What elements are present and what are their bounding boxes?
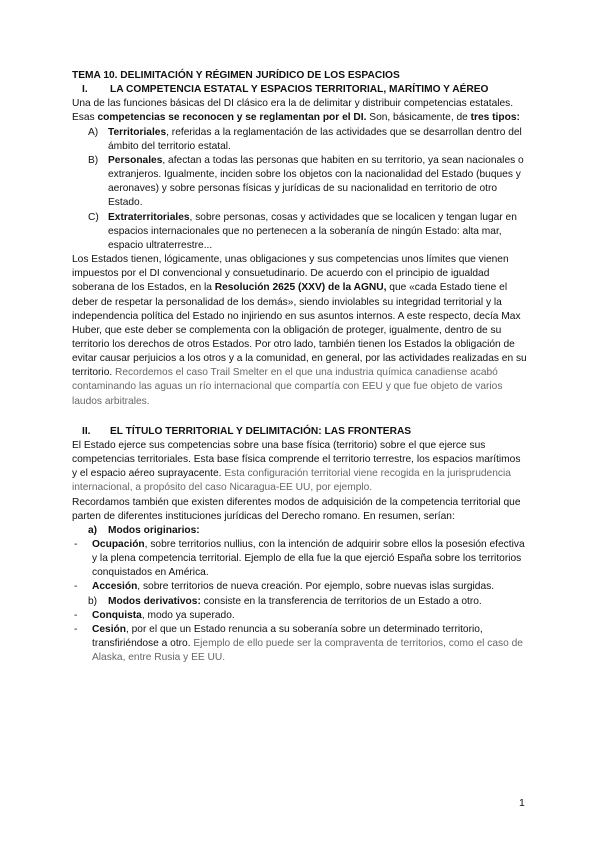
list-item-text [108,211,528,253]
group-b-text [108,595,528,609]
list-marker: - [74,539,78,550]
list-item-body: , afectan a todas las personas que habiten en su territorio, ya sean nacionales o extranjeros. Igualmente, inciden sobre los objetos con la nacionalidad del Estado (buques y aeronaves) y sobre personas físicas y jurídicas de su nacionalidad en territorio de otro Estado. [108,154,524,209]
section-2-heading-text: EL TÍTULO TERRITORIAL Y DELIMITACIÓN: LAS FRONTERAS [110,425,412,437]
list-marker: A) [88,126,99,138]
para-text: El Estado ejerce sus competencias sobre una base física (territorio) sobre el que ejerce sus competencias territoriales. Esta base física comprende el territorio terrestre, los espacios marítimos y el espacio aéreo suprayacente. [72,439,521,480]
intro-bold-2: tres tipos: [470,112,520,124]
group-b-body: consiste en la transferencia de territorios de un Estado a otro. [200,595,482,607]
section-1-intro [72,97,528,125]
list-marker: b) [88,595,98,607]
list-item-bold: Cesión [92,623,126,635]
list-marker: C) [88,211,99,223]
list-item-body: , sobre territorios nullius, con la intención de adquirir sobre ellos la posesión efectiva y la plena competencia territorial. Ejemplo de ella fue la que ejerció España sobre los territorios conquistados en América. [92,539,525,579]
list-marker: a) [88,524,98,536]
intro-text-2: Son, básicamente, de [366,112,471,124]
list-item-text [108,126,528,154]
para-grey-note: Recordemos el caso Trail Smelter en el que una industria química canadiense acabó contaminando las aguas un río internacional que compartía con EEU y que fue objeto de varios laudos arbitrales. [72,367,503,407]
list-item [72,623,528,665]
list-item-bold: Ocupación [92,539,145,550]
group-a-heading [72,524,528,538]
list-item-bold: Conquista [92,609,142,621]
list-item [72,126,528,154]
list-item-bold: Extraterritoriales [108,211,190,223]
list-item-body: , referidas a la reglamentación de las actividades que se desarrollan dentro del ámbito del territorio estatal. [108,126,522,152]
list-item-body: , modo ya superado. [141,609,235,621]
section-1-paragraph-2 [72,253,528,409]
list-item [72,580,528,594]
list-item [72,609,528,623]
para-text-2: que «cada Estado tiene el deber de respetar la personalidad de los demás», siendo inviolables su integridad territorial y la independencia política del Estado no injiriendo en sus asuntos internos. A este respecto, decía Max Huber, que este deber se complementa con la obligación de proteger, igualmente, dentro de su territorio los derechos de otros Estados. Por otro lado, también tienen los Estados la obligación de evitar causar perjuicios a los otros y a la comunidad, en general, por las actividades realizadas en su territorio. [72,282,527,379]
list-marker: - [74,581,78,593]
section-2-paragraph-2: Recordamos también que existen diferentes modos de adquisición de la competencia territorial que parten de diferentes instituciones jurídicas del Derecho romano. En resumen, serían: [72,496,521,522]
intro-bold: competencias se reconocen y se reglamentan por el DI. [97,112,367,124]
list-item-bold: Personales [108,154,163,166]
group-a-label: Modos originarios: [108,524,200,536]
intro-text: Una de las funciones básicas del DI clásico era la de delimitar y distribuir competencias estatales. Esas [72,98,514,124]
para-text: Los Estados tienen, lógicamente, unas obligaciones y sus competencias unos límites que vienen impuestos por el DI convencional y consuetudinario. De acuerdo con el principio de igualdad soberana de los Estados, en la [72,254,509,294]
section-2-heading [72,425,528,439]
section-2-number: II. [82,425,91,437]
list-item-text [92,609,528,623]
list-item-text [92,580,528,594]
competence-types-list [72,126,528,253]
para-grey-note: Esta configuración territorial viene recogida en la jurisprudencia internacional, a propósito del caso Nicaragua-EE UU, por ejemplo. [72,468,511,494]
section-2-paragraph-1 [72,439,528,496]
document-page [72,69,528,665]
list-item-bold: Territoriales [108,126,167,138]
list-item-body: , por el que un Estado renuncia a su soberanía sobre un determinado territorio, transfiriéndose a otro. [92,623,483,650]
group-b-label: Modos derivativos: [108,595,201,607]
section-1-heading [72,83,528,97]
section-spacer [72,409,528,425]
list-item [72,154,528,211]
list-marker: - [74,623,78,635]
page-number: 1 [519,797,525,809]
group-b-heading [72,595,528,609]
list-item-text [92,538,528,580]
list-item-body: , sobre personas, cosas y actividades que se localicen y tengan lugar en espacios internacionales que no pertenecen a la soberanía de ningún Estado: alta mar, espacio ultraterrestre... [108,211,517,251]
list-item [72,211,528,253]
list-item-bold: Accesión [92,581,138,593]
list-item-text [92,623,528,665]
document-title: TEMA 10. DELIMITACIÓN Y RÉGIMEN JURÍDICO DE LOS ESPACIOS [72,70,400,81]
para-bold: Resolución 2625 (XXV) de la AGNU, [214,282,387,294]
section-1-heading-text: LA COMPETENCIA ESTATAL Y ESPACIOS TERRITORIAL, MARÍTIMO Y AÉREO [110,84,489,96]
list-item-text [108,154,528,211]
section-1-number: I. [82,84,88,96]
list-item-grey-note: Ejemplo de ello puede ser la compraventa de territorios, como el caso de Alaska, entre Rusia y EE UU. [92,638,523,664]
list-marker: - [74,609,78,621]
list-marker: B) [88,154,99,166]
list-item-body: , sobre territorios de nueva creación. Por ejemplo, sobre nuevas islas surgidas. [137,581,495,593]
list-item [72,538,528,580]
